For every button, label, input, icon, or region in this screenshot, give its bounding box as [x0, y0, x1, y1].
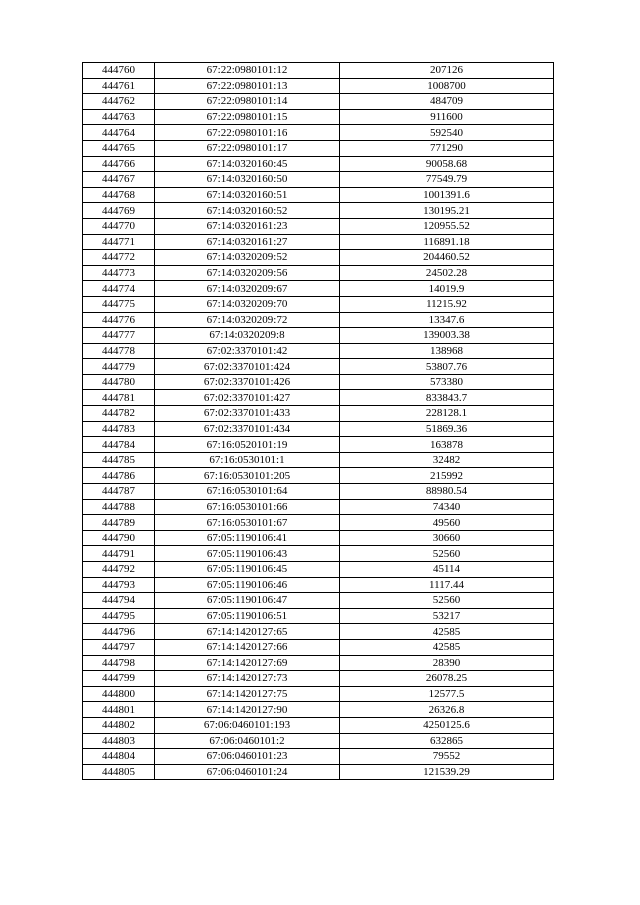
value-cell: 45114: [340, 562, 554, 578]
row-number-cell: 444769: [83, 203, 155, 219]
value-cell: 120955.52: [340, 218, 554, 234]
row-number-cell: 444787: [83, 484, 155, 500]
cadastral-number-cell: 67:05:1190106:45: [155, 562, 340, 578]
table-row: [83, 234, 554, 250]
table-row: [83, 374, 554, 390]
cadastral-number-cell: 67:16:0530101:64: [155, 484, 340, 500]
table-row: [83, 78, 554, 94]
row-number-cell: 444799: [83, 671, 155, 687]
cadastral-number-cell: 67:02:3370101:434: [155, 421, 340, 437]
table-row: [83, 608, 554, 624]
table-row: [83, 140, 554, 156]
row-number-cell: 444792: [83, 562, 155, 578]
cadastral-number-cell: 67:14:0320209:56: [155, 265, 340, 281]
cadastral-number-cell: 67:14:0320209:52: [155, 250, 340, 266]
value-cell: 42585: [340, 624, 554, 640]
cadastral-number-cell: 67:22:0980101:12: [155, 63, 340, 79]
cadastral-number-cell: 67:22:0980101:15: [155, 109, 340, 125]
row-number-cell: 444796: [83, 624, 155, 640]
value-cell: 24502.28: [340, 265, 554, 281]
table-row: [83, 109, 554, 125]
cadastral-number-cell: 67:14:0320161:23: [155, 218, 340, 234]
row-number-cell: 444764: [83, 125, 155, 141]
table-row: [83, 515, 554, 531]
cadastral-number-cell: 67:14:0320209:8: [155, 328, 340, 344]
cadastral-number-cell: 67:06:0460101:23: [155, 749, 340, 765]
value-cell: 53217: [340, 608, 554, 624]
cadastral-number-cell: 67:14:0320161:27: [155, 234, 340, 250]
row-number-cell: 444800: [83, 686, 155, 702]
cadastral-number-cell: 67:22:0980101:16: [155, 125, 340, 141]
row-number-cell: 444777: [83, 328, 155, 344]
value-cell: 573380: [340, 374, 554, 390]
value-cell: 632865: [340, 733, 554, 749]
row-number-cell: 444788: [83, 499, 155, 515]
table-row: [83, 562, 554, 578]
cadastral-number-cell: 67:05:1190106:46: [155, 577, 340, 593]
row-number-cell: 444770: [83, 218, 155, 234]
value-cell: 771290: [340, 140, 554, 156]
cadastral-value-table: [82, 62, 554, 780]
value-cell: 139003.38: [340, 328, 554, 344]
row-number-cell: 444802: [83, 717, 155, 733]
row-number-cell: 444801: [83, 702, 155, 718]
cadastral-number-cell: 67:14:0320160:45: [155, 156, 340, 172]
cadastral-number-cell: 67:06:0460101:193: [155, 717, 340, 733]
value-cell: 215992: [340, 468, 554, 484]
value-cell: 26326.8: [340, 702, 554, 718]
table-row: [83, 733, 554, 749]
value-cell: 116891.18: [340, 234, 554, 250]
value-cell: 28390: [340, 655, 554, 671]
table-row: [83, 639, 554, 655]
value-cell: 52560: [340, 593, 554, 609]
value-cell: 30660: [340, 530, 554, 546]
value-cell: 32482: [340, 452, 554, 468]
value-cell: 79552: [340, 749, 554, 765]
table-row: [83, 406, 554, 422]
value-cell: 1008700: [340, 78, 554, 94]
table-row: [83, 452, 554, 468]
value-cell: 833843.7: [340, 390, 554, 406]
row-number-cell: 444794: [83, 593, 155, 609]
value-cell: 13347.6: [340, 312, 554, 328]
value-cell: 42585: [340, 639, 554, 655]
table-row: [83, 281, 554, 297]
row-number-cell: 444784: [83, 437, 155, 453]
table-row: [83, 187, 554, 203]
row-number-cell: 444791: [83, 546, 155, 562]
cadastral-number-cell: 67:16:0520101:19: [155, 437, 340, 453]
row-number-cell: 444771: [83, 234, 155, 250]
cadastral-number-cell: 67:14:0320160:50: [155, 172, 340, 188]
cadastral-number-cell: 67:06:0460101:24: [155, 764, 340, 780]
row-number-cell: 444763: [83, 109, 155, 125]
value-cell: 1001391.6: [340, 187, 554, 203]
value-cell: 1117.44: [340, 577, 554, 593]
row-number-cell: 444803: [83, 733, 155, 749]
table-body: [83, 63, 554, 780]
row-number-cell: 444778: [83, 343, 155, 359]
row-number-cell: 444781: [83, 390, 155, 406]
value-cell: 51869.36: [340, 421, 554, 437]
row-number-cell: 444785: [83, 452, 155, 468]
cadastral-number-cell: 67:16:0530101:66: [155, 499, 340, 515]
cadastral-number-cell: 67:05:1190106:43: [155, 546, 340, 562]
table-row: [83, 686, 554, 702]
table-row: [83, 421, 554, 437]
row-number-cell: 444762: [83, 94, 155, 110]
cadastral-number-cell: 67:14:0320209:70: [155, 296, 340, 312]
row-number-cell: 444773: [83, 265, 155, 281]
cadastral-number-cell: 67:05:1190106:47: [155, 593, 340, 609]
cadastral-number-cell: 67:14:0320209:67: [155, 281, 340, 297]
cadastral-number-cell: 67:16:0530101:1: [155, 452, 340, 468]
row-number-cell: 444797: [83, 639, 155, 655]
value-cell: 74340: [340, 499, 554, 515]
cadastral-number-cell: 67:02:3370101:433: [155, 406, 340, 422]
table-row: [83, 655, 554, 671]
table-row: [83, 218, 554, 234]
table-row: [83, 172, 554, 188]
row-number-cell: 444790: [83, 530, 155, 546]
row-number-cell: 444780: [83, 374, 155, 390]
row-number-cell: 444795: [83, 608, 155, 624]
table-row: [83, 125, 554, 141]
cadastral-number-cell: 67:14:1420127:66: [155, 639, 340, 655]
row-number-cell: 444786: [83, 468, 155, 484]
table-row: [83, 203, 554, 219]
row-number-cell: 444805: [83, 764, 155, 780]
cadastral-number-cell: 67:02:3370101:427: [155, 390, 340, 406]
table-row: [83, 671, 554, 687]
cadastral-number-cell: 67:22:0980101:13: [155, 78, 340, 94]
table-row: [83, 359, 554, 375]
value-cell: 484709: [340, 94, 554, 110]
value-cell: 121539.29: [340, 764, 554, 780]
table-row: [83, 390, 554, 406]
row-number-cell: 444793: [83, 577, 155, 593]
value-cell: 911600: [340, 109, 554, 125]
value-cell: 138968: [340, 343, 554, 359]
cadastral-number-cell: 67:16:0530101:67: [155, 515, 340, 531]
cadastral-number-cell: 67:05:1190106:41: [155, 530, 340, 546]
row-number-cell: 444779: [83, 359, 155, 375]
row-number-cell: 444760: [83, 63, 155, 79]
cadastral-number-cell: 67:22:0980101:14: [155, 94, 340, 110]
value-cell: 11215.92: [340, 296, 554, 312]
row-number-cell: 444766: [83, 156, 155, 172]
value-cell: 49560: [340, 515, 554, 531]
table-row: [83, 624, 554, 640]
table-row: [83, 437, 554, 453]
row-number-cell: 444774: [83, 281, 155, 297]
cadastral-number-cell: 67:14:1420127:69: [155, 655, 340, 671]
row-number-cell: 444767: [83, 172, 155, 188]
table-row: [83, 593, 554, 609]
table-row: [83, 546, 554, 562]
table-row: [83, 484, 554, 500]
row-number-cell: 444775: [83, 296, 155, 312]
cadastral-number-cell: 67:02:3370101:424: [155, 359, 340, 375]
row-number-cell: 444783: [83, 421, 155, 437]
cadastral-number-cell: 67:16:0530101:205: [155, 468, 340, 484]
value-cell: 14019.9: [340, 281, 554, 297]
value-cell: 163878: [340, 437, 554, 453]
value-cell: 52560: [340, 546, 554, 562]
cadastral-number-cell: 67:14:1420127:75: [155, 686, 340, 702]
cadastral-number-cell: 67:14:0320160:52: [155, 203, 340, 219]
value-cell: 90058.68: [340, 156, 554, 172]
row-number-cell: 444782: [83, 406, 155, 422]
row-number-cell: 444798: [83, 655, 155, 671]
value-cell: 204460.52: [340, 250, 554, 266]
cadastral-number-cell: 67:14:0320160:51: [155, 187, 340, 203]
row-number-cell: 444772: [83, 250, 155, 266]
value-cell: 228128.1: [340, 406, 554, 422]
table-row: [83, 63, 554, 79]
table-row: [83, 717, 554, 733]
row-number-cell: 444804: [83, 749, 155, 765]
table-row: [83, 499, 554, 515]
row-number-cell: 444768: [83, 187, 155, 203]
value-cell: 12577.5: [340, 686, 554, 702]
cadastral-number-cell: 67:06:0460101:2: [155, 733, 340, 749]
value-cell: 130195.21: [340, 203, 554, 219]
table-row: [83, 250, 554, 266]
table-row: [83, 468, 554, 484]
table-row: [83, 265, 554, 281]
table-row: [83, 156, 554, 172]
value-cell: 26078.25: [340, 671, 554, 687]
table-row: [83, 312, 554, 328]
table-row: [83, 94, 554, 110]
table-row: [83, 702, 554, 718]
table-row: [83, 343, 554, 359]
cadastral-number-cell: 67:05:1190106:51: [155, 608, 340, 624]
value-cell: 207126: [340, 63, 554, 79]
cadastral-number-cell: 67:14:1420127:65: [155, 624, 340, 640]
cadastral-number-cell: 67:22:0980101:17: [155, 140, 340, 156]
cadastral-number-cell: 67:02:3370101:42: [155, 343, 340, 359]
table-row: [83, 328, 554, 344]
value-cell: 53807.76: [340, 359, 554, 375]
value-cell: 4250125.6: [340, 717, 554, 733]
table-row: [83, 296, 554, 312]
table-row: [83, 749, 554, 765]
table-row: [83, 530, 554, 546]
table-row: [83, 577, 554, 593]
table-row: [83, 764, 554, 780]
row-number-cell: 444761: [83, 78, 155, 94]
value-cell: 88980.54: [340, 484, 554, 500]
cadastral-number-cell: 67:14:1420127:90: [155, 702, 340, 718]
row-number-cell: 444776: [83, 312, 155, 328]
cadastral-number-cell: 67:02:3370101:426: [155, 374, 340, 390]
value-cell: 77549.79: [340, 172, 554, 188]
row-number-cell: 444765: [83, 140, 155, 156]
value-cell: 592540: [340, 125, 554, 141]
cadastral-number-cell: 67:14:0320209:72: [155, 312, 340, 328]
row-number-cell: 444789: [83, 515, 155, 531]
cadastral-number-cell: 67:14:1420127:73: [155, 671, 340, 687]
